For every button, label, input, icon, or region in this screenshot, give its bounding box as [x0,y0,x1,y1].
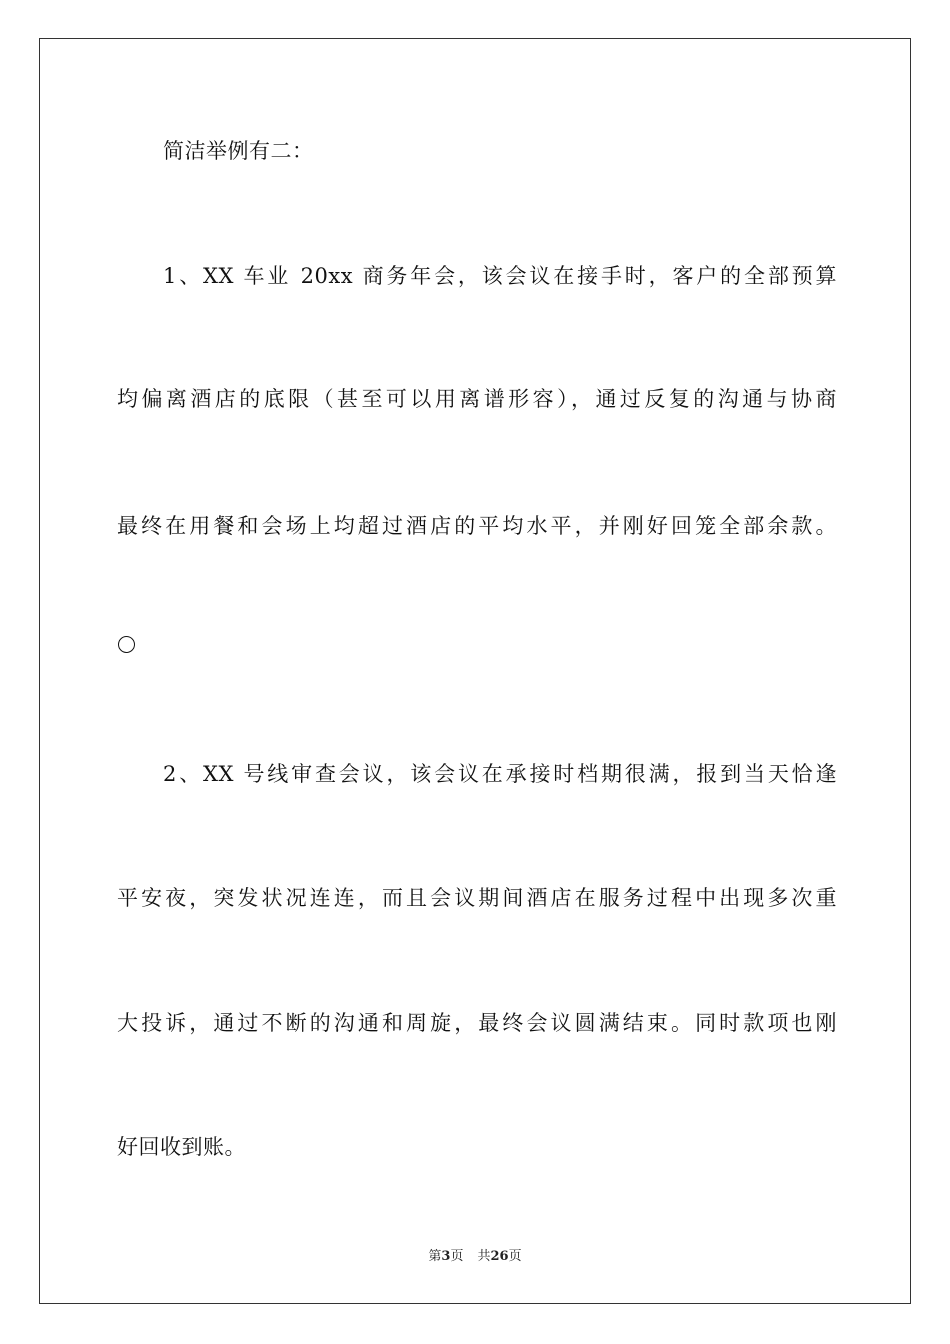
item1-line2: 均偏离酒店的底限（甚至可以用离谱形容），通过反复的沟通与协商 [117,387,837,411]
footer-page-prefix: 第 [428,1249,442,1264]
footer-page-number: 3 [441,1249,451,1264]
circle-symbol-icon [118,636,135,653]
item1-line3: 最终在用餐和会场上均超过酒店的平均水平，并刚好回笼全部余款。 [117,514,837,538]
footer-total-pages: 26 [490,1249,509,1264]
footer-total-prefix: 共 [477,1249,491,1264]
item2-line1: 2、XX 号线审查会议，该会议在承接时档期很满，报到当天恰逢 [163,762,837,786]
footer-total-suffix: 页 [508,1249,522,1264]
item2-line4: 好回收到账。 [117,1135,246,1159]
item2-line3: 大投诉，通过不断的沟通和周旋，最终会议圆满结束。同时款项也刚 [117,1011,837,1035]
item2-line2: 平安夜，突发状况连连，而且会议期间酒店在服务过程中出现多次重 [117,886,837,910]
section-heading: 简洁举例有二： [163,139,314,163]
page-footer [0,1249,950,1265]
footer-page-suffix: 页 [450,1249,464,1264]
item1-line1: 1、XX 车业 20xx 商务年会，该会议在接手时，客户的全部预算 [163,264,837,288]
page-border [39,38,911,1304]
